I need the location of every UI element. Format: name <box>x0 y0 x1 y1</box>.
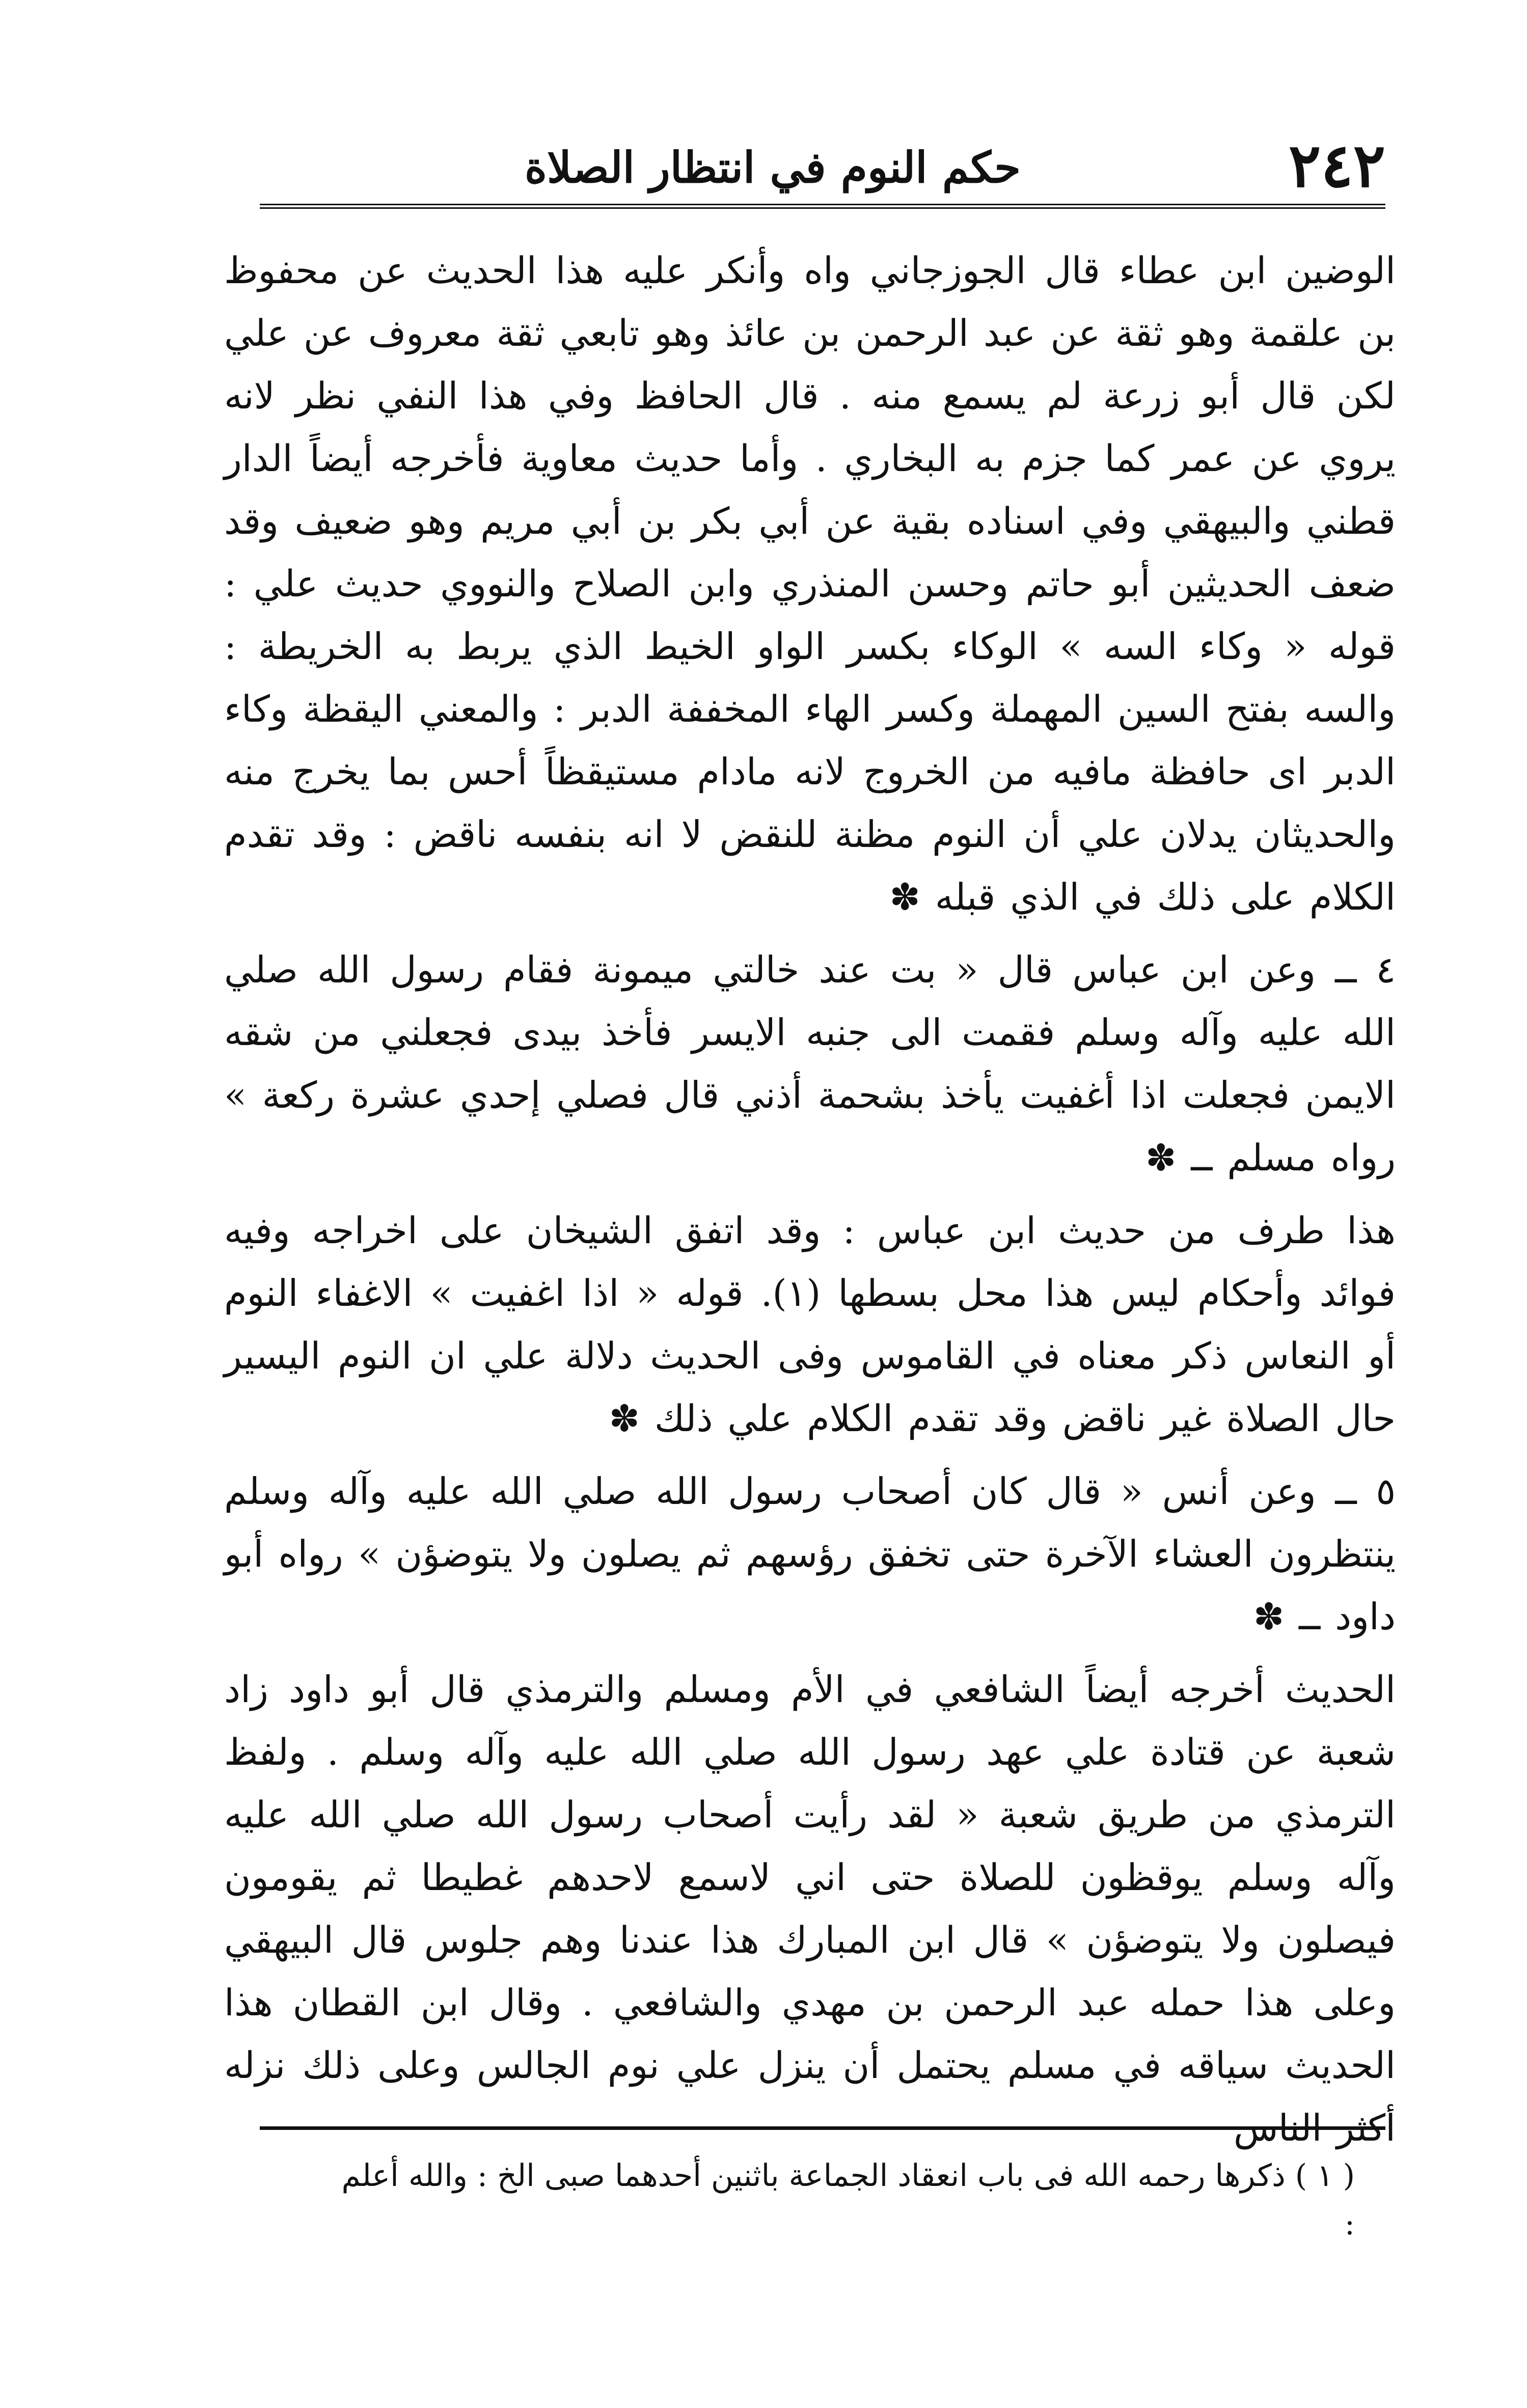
paragraph-commentary-1: الوضين ابن عطاء قال الجوزجاني واه وأنكر عليه هذا الحديث عن محفوظ بن علقمة وهو ثقة عن عبد الرحمن بن عائذ وهو تابعي ثقة معروف عن علي لكن قال أبو زرعة لم يسمع منه . قال الحافظ وفي هذا النفي نظر لانه يروي عن عمر كما جزم به البخاري . وأما حديث معاوية فأخرجه أيضاً الدار قطني والبيهقي وفي اسناده بقية عن أبي بكر بن أبي مريم وهو ضعيف وقد ضعف الحديثين أبو حاتم وحسن المنذري وابن الصلاح والنووي حديث علي : قوله « وكاء السه » الوكاء بكسر الواو الخيط الذي يربط به الخريطة : والسه بفتح السين المهملة وكسر الهاء المخففة الدبر : والمعني اليقظة وكاء الدبر اى حافظة مافيه من الخروج لانه مادام مستيقظاً أحس بما يخرج منه والحديثان يدلان علي أن النوم مظنة للنقض لا انه بنفسه ناقض : وقد تقدم الكلام على ذلك في الذي قبله ✽ <box>224 249 1396 918</box>
hadith-4: ٤ ــ وعن ابن عباس قال « بت عند خالتي ميمونة فقام رسول الله صلي الله عليه وآله وسلم فقمت الى جنبه الايسر فأخذ بيدى فجعلني من شقه الايمن فجعلت اذا أغفيت يأخذ بشحمة أذني قال فصلي إحدي عشرة ركعة » رواه مسلم ــ ✽ <box>224 948 1396 1179</box>
paragraph-commentary-3: الحديث أخرجه أيضاً الشافعي في الأم ومسلم والترمذي قال أبو داود زاد شعبة عن قتادة علي عهد رسول الله صلي الله عليه وآله وسلم . ولفظ الترمذي من طريق شعبة « لقد رأيت أصحاب رسول الله صلي الله عليه وآله وسلم يوقظون للصلاة حتى اني لاسمع لاحدهم غطيطا ثم يقومون فيصلون ولا يتوضؤن » قال ابن المبارك هذا عندنا وهم جلوس قال البيهقي وعلى هذا حمله عبد الرحمن بن مهدي والشافعي . وقال ابن القطان هذا الحديث سياقه في مسلم يحتمل أن ينزل علي نوم الجالس وعلى ذلك نزله أكثر الناس <box>224 1668 1396 2149</box>
hadith-5: ٥ ــ وعن أنس « قال كان أصحاب رسول الله صلي الله عليه وآله وسلم ينتظرون العشاء الآخرة حتى تخفق رؤسهم ثم يصلون ولا يتوضؤن » رواه أبو داود ــ ✽ <box>224 1470 1396 1638</box>
page-number: ٢٤٢ <box>1288 130 1385 201</box>
page-header <box>260 127 1385 209</box>
running-title: حكم النوم في انتظار الصلاة <box>525 142 1021 193</box>
paragraph-commentary-2: هذا طرف من حديث ابن عباس : وقد اتفق الشيخان على اخراجه وفيه فوائد وأحكام ليس هذا محل بسطها (١). قوله « اذا اغفيت » الاغفاء النوم أو النعاس ذكر معناه في القاموس وفى الحديث دلالة علي ان النوم اليسير حال الصلاة غير ناقض وقد تقدم الكلام علي ذلك ✽ <box>224 1209 1396 1440</box>
footnote: ( ١ ) ذكرها رحمه الله فى باب انعقاد الجماعة باثنين أحدهما صبى الخ : والله أعلم : <box>341 2158 1355 2242</box>
page-body <box>224 239 1396 2149</box>
header-rule <box>260 204 1385 209</box>
footnote-rule <box>260 2126 1385 2130</box>
